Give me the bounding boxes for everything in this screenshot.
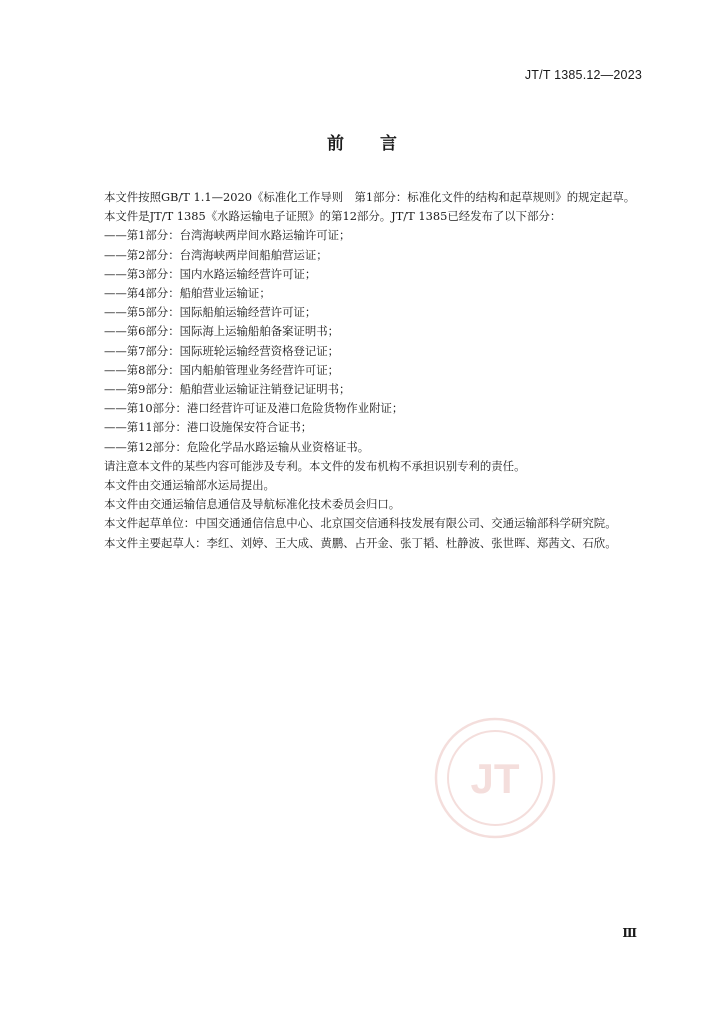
closing-paragraph: 请注意本文件的某些内容可能涉及专利。本文件的发布机构不承担识别专利的责任。 — [104, 458, 526, 473]
watermark-text: JT — [470, 755, 520, 802]
list-item: ——第4部分：船舶营业运输证； — [104, 286, 271, 301]
closing-paragraph: 本文件起草单位：中国交通通信信息中心、北京国交信通科技发展有限公司、交通运输部科学研究院。 — [104, 516, 617, 531]
document-body — [82, 188, 644, 553]
list-item: ——第12部分：危险化学品水路运输从业资格证书。 — [104, 439, 370, 454]
list-item: ——第8部分：国内船舶管理业务经营许可证； — [104, 362, 340, 377]
list-item: ——第1部分：台湾海峡两岸间水路运输许可证； — [104, 228, 351, 243]
list-item: ——第11部分：港口设施保安符合证书； — [104, 420, 313, 435]
closing-paragraph: 本文件由交通运输部水运局提出。 — [104, 478, 275, 493]
list-item: ——第9部分：船舶营业运输证注销登记证明书； — [104, 382, 351, 397]
list-item: ——第2部分：台湾海峡两岸间船舶营运证； — [104, 247, 328, 262]
closing-paragraph: 本文件主要起草人：李红、刘婷、王大成、黄鹏、占开金、张丁韬、杜静波、张世晖、郑茜文、石欣。 — [104, 535, 617, 550]
standard-code-header: JT/T 1385.12—2023 — [524, 68, 642, 82]
list-item: ——第10部分：港口经营许可证及港口危险货物作业附证； — [104, 401, 404, 416]
closing-paragraph: 本文件由交通运输信息通信及导航标准化技术委员会归口。 — [104, 497, 401, 512]
list-item: ——第7部分：国际班轮运输经营资格登记证； — [104, 343, 340, 358]
list-item: ——第3部分：国内水路运输经营许可证； — [104, 266, 317, 281]
parts-list — [82, 226, 644, 456]
jt-logo-watermark — [433, 716, 557, 840]
page-title: 前言 — [327, 134, 433, 154]
intro-paragraph: 本文件按照GB/T 1.1—2020《标准化工作导则 第1部分：标准化文件的结构和起草规则》的规定起草。 — [104, 190, 636, 204]
list-item: ——第5部分：国际船舶运输经营许可证； — [104, 305, 317, 320]
list-item: ——第6部分：国际海上运输船舶备案证明书； — [104, 324, 340, 339]
page-number: Ⅲ — [622, 926, 636, 940]
intro-paragraph: 本文件是JT/T 1385《水路运输电子证照》的第12部分。JT/T 1385已经发布了以下部分： — [104, 209, 562, 224]
